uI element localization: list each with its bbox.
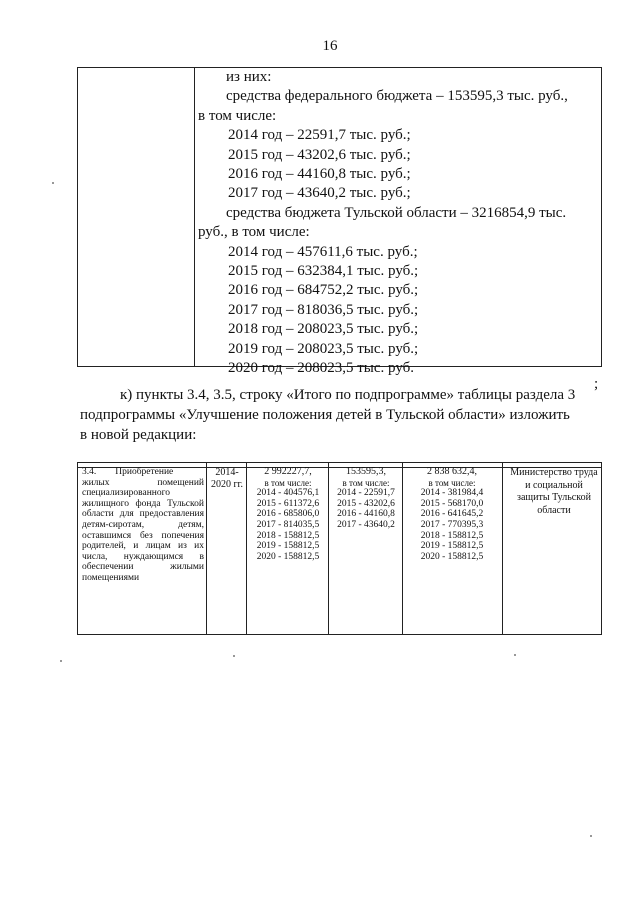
funding-year-row: 2015 - 611372,6 xyxy=(256,498,320,509)
measure-name-text: жилых помещений специализированного жилищного фонда Тульской области для предоставления детям-сиротам, детям, оставшимся без попечения родителей, и лицам из их числа, нуждающимся в обеспечении жилыми помещениями xyxy=(82,477,204,583)
funding-line: в том числе: xyxy=(198,107,277,124)
scan-speck xyxy=(590,835,592,837)
funding-year-row: 2017 - 43640,2 xyxy=(337,519,395,530)
funding-year-row: 2017 - 770395,3 xyxy=(420,519,484,530)
column-divider xyxy=(206,463,207,634)
funding-year-row: 2015 - 568170,0 xyxy=(420,498,484,509)
funding-line: руб., в том числе: xyxy=(198,224,310,241)
funding-line: 2016 год – 684752,2 тыс. руб.; xyxy=(228,282,419,299)
funding-line: из них: xyxy=(226,69,272,85)
paragraph-line-3: в новой редакции: xyxy=(80,427,197,443)
table-column-divider xyxy=(194,68,195,366)
program-table xyxy=(77,462,602,635)
regional-funding-cell xyxy=(404,467,500,562)
funding-line: 2017 год – 818036,5 тыс. руб.; xyxy=(228,301,419,318)
total-funding-cell xyxy=(249,467,327,562)
scan-speck xyxy=(233,655,235,657)
funding-year-row: 2020 - 158812,5 xyxy=(420,551,484,562)
scan-speck xyxy=(514,654,516,656)
funding-year-row: 2018 - 158812,5 xyxy=(256,530,320,541)
funding-line: 2020 год – 208023,5 тыс. руб. xyxy=(228,360,415,377)
scan-speck xyxy=(60,660,62,662)
funding-line: средства федерального бюджета – 153595,3 тыс. руб., xyxy=(226,88,568,105)
funding-line: 2018 год – 208023,5 тыс. руб.; xyxy=(228,321,419,338)
funding-year-row: 2017 - 814035,5 xyxy=(256,519,320,530)
measure-name-cell xyxy=(82,467,204,584)
paragraph-line-1: к) пункты 3.4, 3.5, строку «Итого по подпрограмме» таблицы раздела 3 xyxy=(120,387,576,403)
funding-subheading: в том числе: xyxy=(428,477,476,488)
column-divider xyxy=(402,463,403,634)
funding-line: 2015 год – 43202,6 тыс. руб.; xyxy=(228,146,411,163)
paragraph-line-2: подпрограммы «Улучшение положения детей в Тульской области» изложить xyxy=(80,407,570,423)
funding-year-row: 2016 - 641645,2 xyxy=(420,509,484,520)
funding-year-row: 2014 - 404576,1 xyxy=(256,488,320,499)
funding-line: 2014 год – 22591,7 тыс. руб.; xyxy=(228,127,411,144)
funding-line: средства бюджета Тульской области – 3216854,9 тыс. xyxy=(226,204,567,221)
funding-subheading: в том числе: xyxy=(342,477,390,488)
column-divider xyxy=(502,463,503,634)
funding-line: 2017 год – 43640,2 тыс. руб.; xyxy=(228,185,411,202)
funding-line: 2019 год – 208023,5 тыс. руб.; xyxy=(228,340,419,357)
funding-line: 2014 год – 457611,6 тыс. руб.; xyxy=(228,243,418,260)
funding-total: 153595,3, xyxy=(346,466,386,477)
continuation-table xyxy=(77,67,602,377)
funding-total: 2 992227,7, xyxy=(264,466,312,477)
funding-year-row: 2019 - 158812,5 xyxy=(420,541,484,552)
funding-total: 2 838 632,4, xyxy=(427,466,477,477)
funding-line: 2015 год – 632384,1 тыс. руб.; xyxy=(228,263,419,280)
column-divider xyxy=(328,463,329,634)
funding-year-row: 2014 - 381984,4 xyxy=(420,488,484,499)
funding-line: 2016 год – 44160,8 тыс. руб.; xyxy=(228,166,411,183)
measure-name-lead: 3.4. Приобретение xyxy=(82,467,174,477)
funding-year-row: 2016 - 685806,0 xyxy=(256,509,320,520)
column-divider xyxy=(246,463,247,634)
funding-text-cell xyxy=(198,68,595,379)
federal-funding-cell xyxy=(330,467,402,531)
period-cell: 2014-2020 гг. xyxy=(210,467,244,490)
funding-year-row: 2020 - 158812,5 xyxy=(256,551,320,562)
funding-subheading: в том числе: xyxy=(264,477,312,488)
funding-year-row: 2014 - 22591,7 xyxy=(337,488,395,499)
funding-year-row: 2016 - 44160,8 xyxy=(337,509,395,520)
amendment-paragraph xyxy=(80,385,600,445)
funding-year-row: 2018 - 158812,5 xyxy=(420,530,484,541)
scan-speck xyxy=(52,182,54,184)
funding-year-row: 2019 - 158812,5 xyxy=(256,541,320,552)
funding-year-row: 2015 - 43202,6 xyxy=(337,498,395,509)
executor-cell: Министерство труда и социальной защиты Тульской области xyxy=(510,467,598,516)
page-number: 16 xyxy=(322,38,338,54)
trailing-semicolon: ; xyxy=(594,376,599,392)
